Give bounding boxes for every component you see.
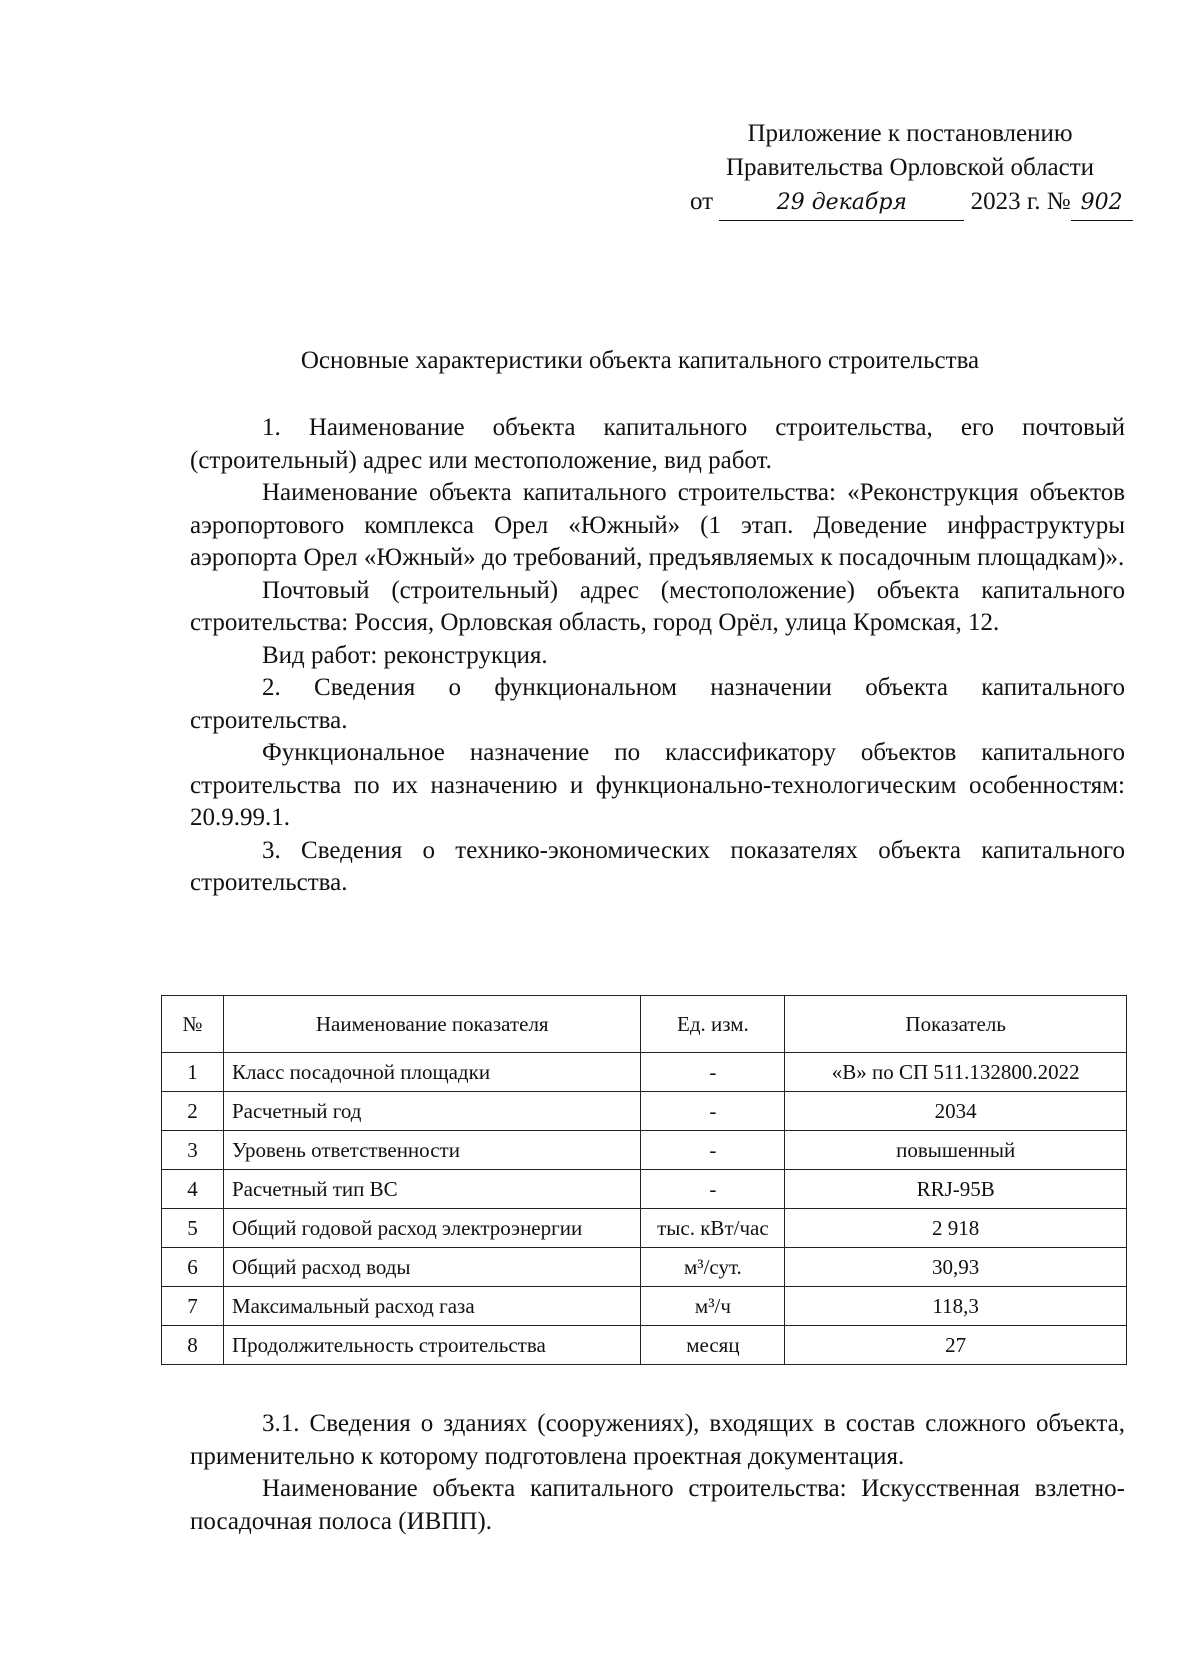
paragraph: Почтовый (строительный) адрес (местоположение) объекта капитального строительства: Россия, Орловская область, город Орёл, улица Кромская, 12. (190, 576, 1125, 636)
row-name: Расчетный год (223, 1092, 641, 1131)
row-unit: - (641, 1092, 785, 1131)
header-value: Показатель (785, 996, 1127, 1053)
table-row (162, 1287, 1127, 1326)
row-value: 2 918 (785, 1209, 1127, 1248)
table-row (162, 1326, 1127, 1365)
row-number: 8 (162, 1326, 224, 1365)
paragraph: Наименование объекта капитального строительства: Искусственная взлетно-посадочная полоса (ИВПП). (190, 1475, 1125, 1535)
year-label: 2023 г. № (970, 188, 1071, 215)
paragraph: 2. Сведения о функциональном назначении объекта капитального строительства. (190, 674, 1125, 734)
row-name: Общий расход воды (223, 1248, 641, 1287)
table-row (162, 1053, 1127, 1092)
paragraph: Вид работ: реконструкция. (262, 641, 548, 669)
table-row (162, 1170, 1127, 1209)
row-value: 30,93 (785, 1248, 1127, 1287)
header-unit: Ед. изм. (641, 996, 785, 1053)
row-value: повышенный (785, 1131, 1127, 1170)
row-number: 6 (162, 1248, 224, 1287)
row-number: 4 (162, 1170, 224, 1209)
document-body (190, 412, 1125, 900)
attachment-line-2: Правительства Орловской области (725, 154, 1095, 181)
attachment-line-1: Приложение к постановлению (747, 120, 1073, 147)
document-title: Основные характеристики объекта капитального строительства (300, 347, 980, 374)
attachment-date-line (690, 185, 1130, 221)
row-number: 7 (162, 1287, 224, 1326)
table-row (162, 1092, 1127, 1131)
row-unit: м³/сут. (641, 1248, 785, 1287)
row-number: 5 (162, 1209, 224, 1248)
from-label: от (690, 188, 714, 215)
row-name: Уровень ответственности (223, 1131, 641, 1170)
row-name: Продолжительность строительства (223, 1326, 641, 1365)
row-value: 27 (785, 1326, 1127, 1365)
row-unit: тыс. кВт/час (641, 1209, 785, 1248)
row-unit: месяц (641, 1326, 785, 1365)
table-row (162, 1209, 1127, 1248)
row-number: 1 (162, 1053, 224, 1092)
row-name: Класс посадочной площадки (223, 1053, 641, 1092)
row-name: Расчетный тип ВС (223, 1170, 641, 1209)
header-number: № (162, 996, 224, 1053)
document-body-continued (190, 1408, 1125, 1538)
row-number: 3 (162, 1131, 224, 1170)
table-row (162, 1248, 1127, 1287)
table-row (162, 1131, 1127, 1170)
handwritten-number: 902 (1071, 186, 1133, 221)
paragraph: 1. Наименование объекта капитального строительства, его почтовый (строительный) адрес или местоположение, вид работ. (190, 414, 1125, 474)
row-value: «В» по СП 511.132800.2022 (785, 1053, 1127, 1092)
row-name: Общий годовой расход электроэнергии (223, 1209, 641, 1248)
table-header-row (162, 996, 1127, 1053)
row-value: 118,3 (785, 1287, 1127, 1326)
paragraph: 3. Сведения о технико-экономических показателях объекта капитального строительства. (190, 836, 1125, 896)
row-value: 2034 (785, 1092, 1127, 1131)
row-unit: м³/ч (641, 1287, 785, 1326)
paragraph: 3.1. Сведения о зданиях (сооружениях), входящих в состав сложного объекта, применительно к которому подготовлена проектная документация. (190, 1410, 1125, 1470)
paragraph: Функциональное назначение по классификатору объектов капитального строительства по их назначению и функционально-технологическим особенностям: 20.9.99.1. (190, 739, 1125, 831)
indicators-table (161, 995, 1127, 1365)
row-value: RRJ-95B (785, 1170, 1127, 1209)
attachment-header (690, 117, 1130, 221)
row-unit: - (641, 1053, 785, 1092)
paragraph: Наименование объекта капитального строительства: «Реконструкция объектов аэропортового комплекса Орел «Южный» (1 этап. Доведение инфраструктуры аэропорта Орел «Южный» до требований, предъявляемых к посадочным площадкам)». (190, 479, 1125, 571)
header-name: Наименование показателя (223, 996, 641, 1053)
row-unit: - (641, 1131, 785, 1170)
row-unit: - (641, 1170, 785, 1209)
handwritten-date: 29 декабря (719, 186, 964, 221)
row-name: Максимальный расход газа (223, 1287, 641, 1326)
row-number: 2 (162, 1092, 224, 1131)
